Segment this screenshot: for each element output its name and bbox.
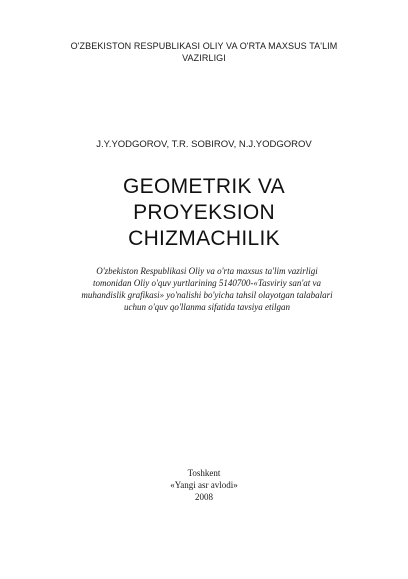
approval-line-4: uchun o'quv qo'llanma sifatida tavsiya etilgan	[123, 302, 291, 312]
ministry-header	[40, 40, 368, 64]
authors: J.Y.YODGOROV, T.R. SOBIROV, N.J.YODGOROV	[96, 139, 312, 150]
imprint	[120, 467, 288, 503]
imprint-year: 2008	[195, 492, 213, 502]
approval-note	[48, 265, 366, 313]
book-title	[20, 174, 388, 252]
title-line-2: PROYEKSION	[133, 201, 275, 224]
ministry-line-2: VAZIRLIGI	[182, 53, 226, 63]
approval-line-1: O'zbekiston Respublikasi Oliy va o'rta maxsus ta'lim vazirligi	[96, 266, 318, 276]
title-line-1: GEOMETRIK VA	[123, 175, 285, 198]
approval-line-2: tomonidan Oliy o'quv yurtlarining 5140700-«Tasviriy san'at va	[92, 278, 321, 288]
title-line-3: CHIZMACHILIK	[128, 227, 280, 250]
imprint-city: Toshkent	[187, 468, 221, 478]
approval-line-3: muhandislik grafikasi» yo'nalishi bo'yicha tahsil olayotgan talabalari	[81, 290, 333, 300]
imprint-publisher: «Yangi asr avlodi»	[170, 480, 238, 490]
ministry-line-1: O'ZBEKISTON RESPUBLIKASI OLIY VA O'RTA MAXSUS TA'LIM	[70, 41, 338, 51]
